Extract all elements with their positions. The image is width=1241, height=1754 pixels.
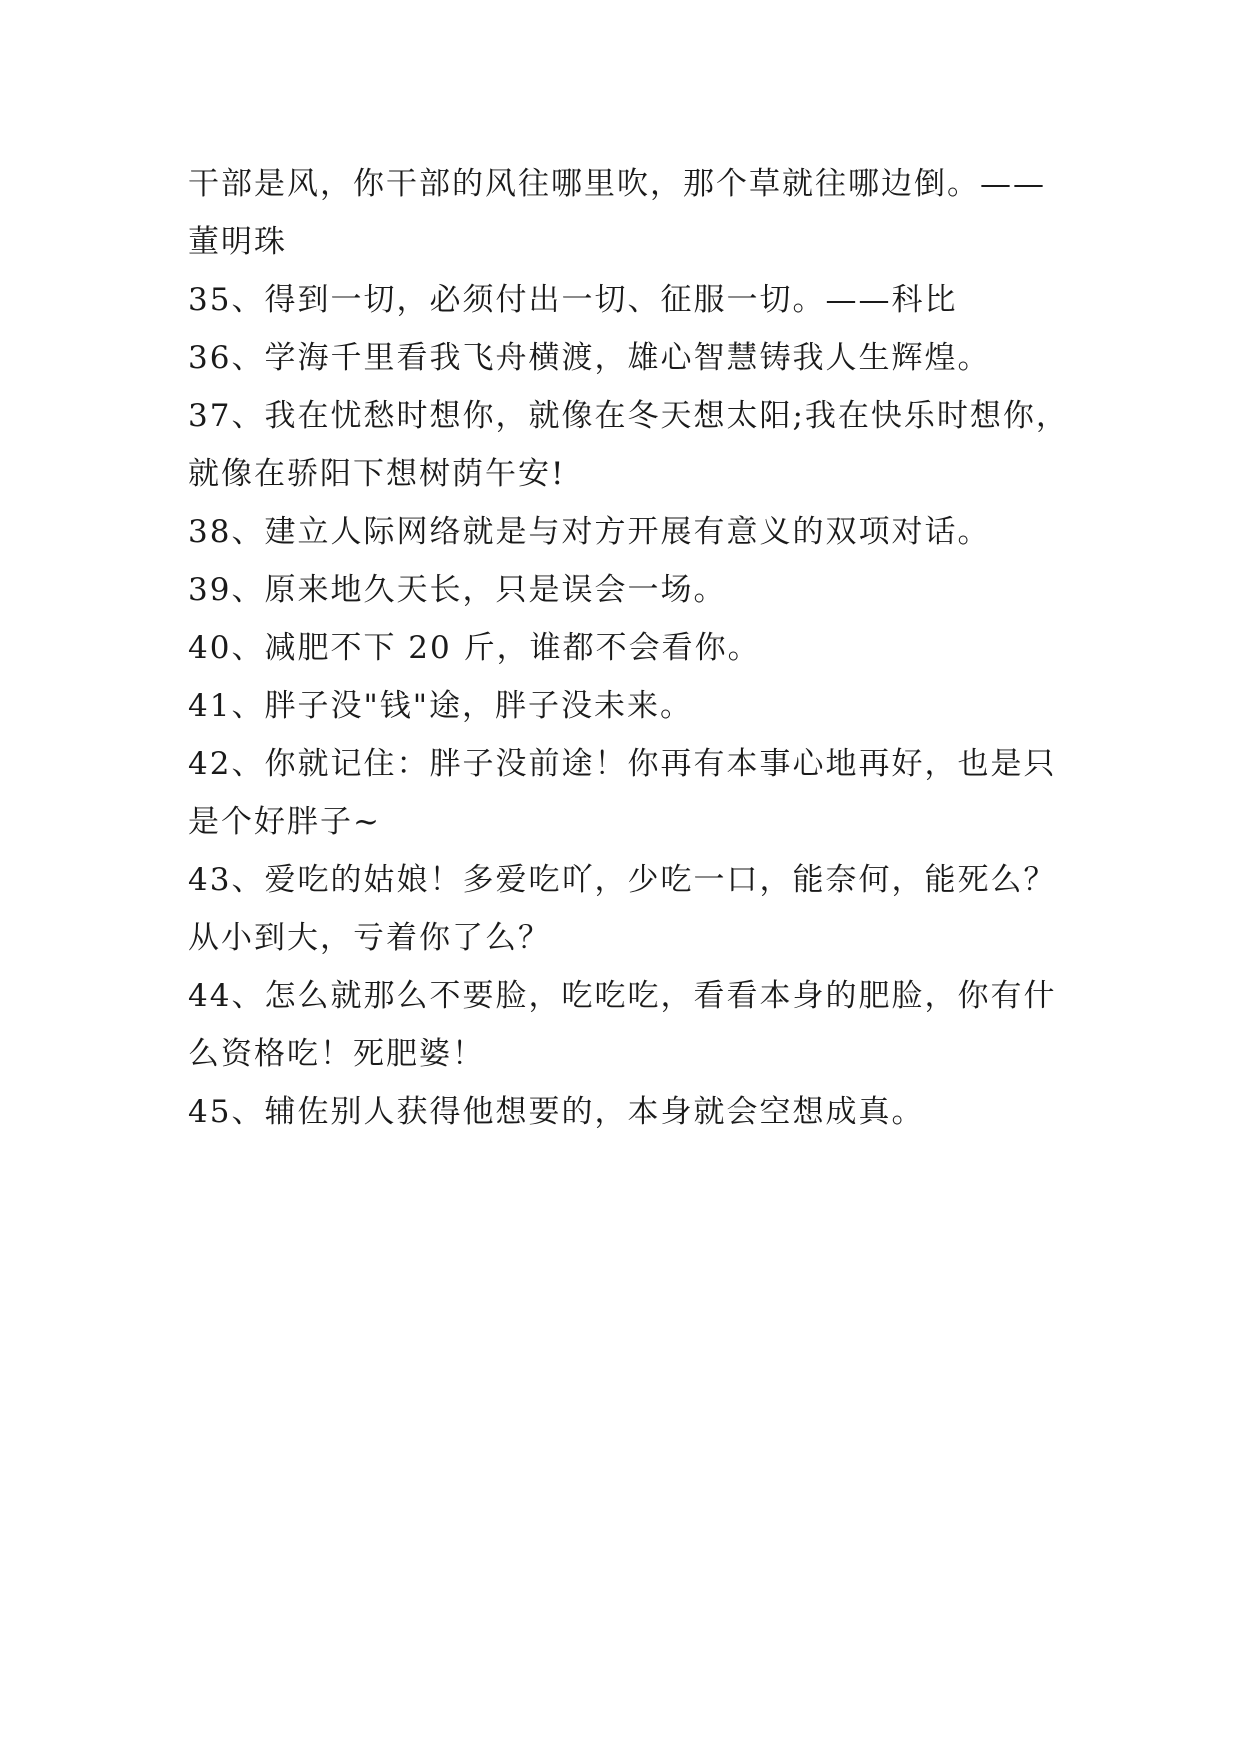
text-line: 36、学海千里看我飞舟横渡，雄心智慧铸我人生辉煌。 [188,340,991,376]
text-line: 是个好胖子~ [188,804,381,840]
text-line: 么资格吃！死肥婆！ [188,1036,485,1072]
text-line: 39、原来地久天长，只是误会一场。 [188,572,727,608]
text-line: 41、胖子没"钱"途，胖子没未来。 [188,688,693,724]
text-line: 38、建立人际网络就是与对方开展有意义的双项对话。 [188,514,991,550]
text-line: 42、你就记住：胖子没前途！你再有本事心地再好，也是只 [188,746,1057,782]
text-line: 从小到大，亏着你了么？ [188,920,551,956]
text-line: 董明珠 [188,224,287,260]
document-body [188,155,1068,1141]
text-line: 45、辅佐别人获得他想要的，本身就会空想成真。 [188,1094,925,1130]
text-line: 37、我在忧愁时想你，就像在冬天想太阳;我在快乐时想你， [188,398,1069,434]
text-line: 干部是风，你干部的风往哪里吹，那个草就往哪边倒。—— [188,166,1046,202]
text-line: 40、减肥不下 20 斤，谁都不会看你。 [188,630,761,666]
text-line: 35、得到一切，必须付出一切、征服一切。——科比 [188,282,958,318]
text-line: 44、怎么就那么不要脸，吃吃吃，看看本身的肥脸，你有什 [188,978,1057,1014]
text-line: 就像在骄阳下想树荫午安! [188,456,566,492]
text-line: 43、爱吃的姑娘！多爱吃吖，少吃一口，能奈何，能死么？ [188,862,1057,898]
